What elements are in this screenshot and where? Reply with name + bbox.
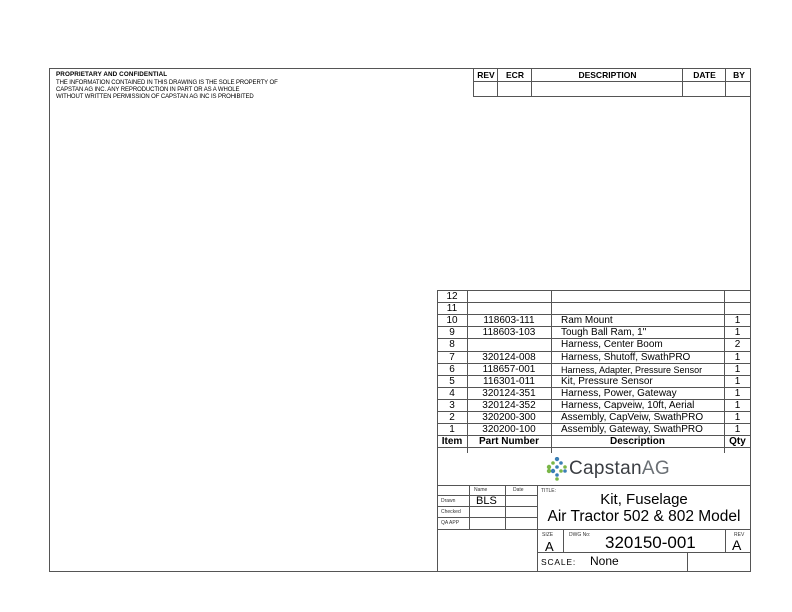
bom-cell-item: 6 — [449, 363, 455, 375]
size-label: SIZE — [542, 532, 554, 538]
bom-cell-item: 12 — [446, 291, 458, 302]
description-header: DESCRIPTION — [578, 70, 637, 80]
qa-approval-label: QA APP — [441, 520, 460, 526]
title-block — [437, 453, 751, 572]
bom-cell-qty: 1 — [734, 424, 741, 436]
drawing-number-value: 320150-001 — [605, 533, 696, 552]
bom-cell-part — [467, 339, 551, 351]
bom-cell-part: 118603-103 — [482, 327, 536, 339]
bom-cell-qty: 1 — [734, 387, 741, 399]
ecr-header: ECR — [506, 70, 524, 80]
bom-header-qty: Qty — [729, 436, 746, 448]
notice-line-2: CAPSTAN AG INC. ANY REPRODUCTION IN PART OR AS A WHOLE — [56, 87, 240, 94]
bom-cell-qty: 1 — [734, 412, 741, 423]
bom-cell-qty: 1 — [734, 315, 741, 327]
bom-cell-description: Harness, Shutoff, SwathPRO — [561, 351, 691, 363]
drawn-by-name: BLS — [476, 495, 497, 507]
name-column-label: Name — [474, 487, 488, 493]
bom-cell-description — [561, 303, 724, 315]
bom-header-part: Part Number — [478, 436, 539, 448]
bom-cell-part: 118657-001 — [482, 363, 536, 375]
bom-cell-qty: 1 — [734, 399, 741, 411]
scale-label: SCALE: — [541, 557, 577, 567]
title-label: TITLE: — [541, 488, 557, 494]
bom-cell-part: 320200-100 — [482, 424, 536, 436]
bom-cell-part: 116301-011 — [483, 375, 535, 387]
bom-cell-item: 4 — [449, 387, 455, 399]
scale-value: None — [590, 554, 619, 568]
bom-cell-qty: 1 — [734, 375, 741, 387]
bom-cell-item: 10 — [446, 315, 458, 327]
bom-cell-part — [467, 291, 551, 303]
date-header: DATE — [693, 70, 716, 80]
bom-cell-item: 9 — [449, 327, 455, 339]
bom-cell-part: 320124-008 — [482, 351, 536, 363]
bom-cell-part: 118603-111 — [483, 315, 535, 327]
bom-cell-item: 7 — [449, 351, 455, 363]
bom-cell-description — [561, 291, 724, 303]
bill-of-materials — [437, 290, 751, 453]
bom-cell-description: Ram Mount — [561, 315, 613, 327]
bom-cell-qty — [724, 303, 751, 315]
bom-cell-description: Tough Ball Ram, 1" — [561, 327, 647, 339]
revision-label: REV — [734, 532, 745, 538]
bom-cell-description: Kit, Pressure Sensor — [561, 375, 653, 387]
bom-cell-description: Harness, Center Boom — [561, 339, 663, 351]
bom-cell-description: Assembly, CapVeiw, SwathPRO — [561, 412, 704, 423]
bom-cell-qty: 1 — [734, 351, 741, 363]
bom-cell-part: 320200-300 — [482, 412, 536, 423]
revision-table — [473, 68, 751, 97]
drawing-number-label: DWG No: — [569, 532, 591, 538]
size-value: A — [545, 539, 554, 554]
bom-cell-item: 1 — [449, 424, 455, 436]
bom-cell-item: 8 — [449, 339, 455, 351]
bom-cell-item: 3 — [449, 399, 455, 411]
confidential-notice — [56, 80, 356, 102]
bom-cell-qty: 1 — [734, 327, 741, 339]
checked-label: Checked — [441, 509, 461, 515]
notice-line-3: WITHOUT WRITTEN PERMISSION OF CAPSTAN AG INC IS PROHIBITED — [56, 94, 254, 101]
bom-cell-qty: 2 — [734, 339, 741, 351]
company-logo-text: CapstanAG — [569, 458, 670, 479]
bom-cell-part: 320124-351 — [482, 387, 536, 399]
bom-cell-description: Harness, Power, Gateway — [561, 387, 677, 399]
date-column-label: Date — [513, 487, 524, 493]
bom-header-item: Item — [441, 436, 463, 448]
by-header: BY — [733, 70, 745, 80]
bom-cell-description: Assembly, Gateway, SwathPRO — [561, 424, 703, 436]
bom-cell-item: 5 — [449, 375, 455, 387]
bom-cell-description: Harness, Capveiw, 10ft, Aerial — [561, 399, 695, 411]
bom-cell-description: Harness, Adapter, Pressure Sensor — [561, 364, 703, 375]
drawing-title-line-1: Kit, Fuselage — [600, 491, 688, 508]
bom-header-description: Description — [609, 436, 665, 448]
drawing-title-line-2: Air Tractor 502 & 802 Model — [547, 508, 741, 525]
notice-line-1: THE INFORMATION CONTAINED IN THIS DRAWING IS THE SOLE PROPERTY OF — [56, 80, 278, 86]
drawn-label: Drawn — [441, 498, 456, 504]
bom-cell-item: 2 — [449, 412, 455, 423]
bom-cell-part: 320124-352 — [482, 399, 536, 411]
bom-cell-item: 11 — [446, 303, 458, 315]
confidential-title: PROPRIETARY AND CONFIDENTIAL — [56, 71, 168, 78]
bom-cell-qty: 1 — [734, 363, 741, 375]
bom-cell-qty — [724, 291, 751, 303]
revision-value: A — [732, 537, 742, 553]
bom-cell-part — [467, 303, 551, 315]
rev-header: REV — [477, 70, 495, 80]
